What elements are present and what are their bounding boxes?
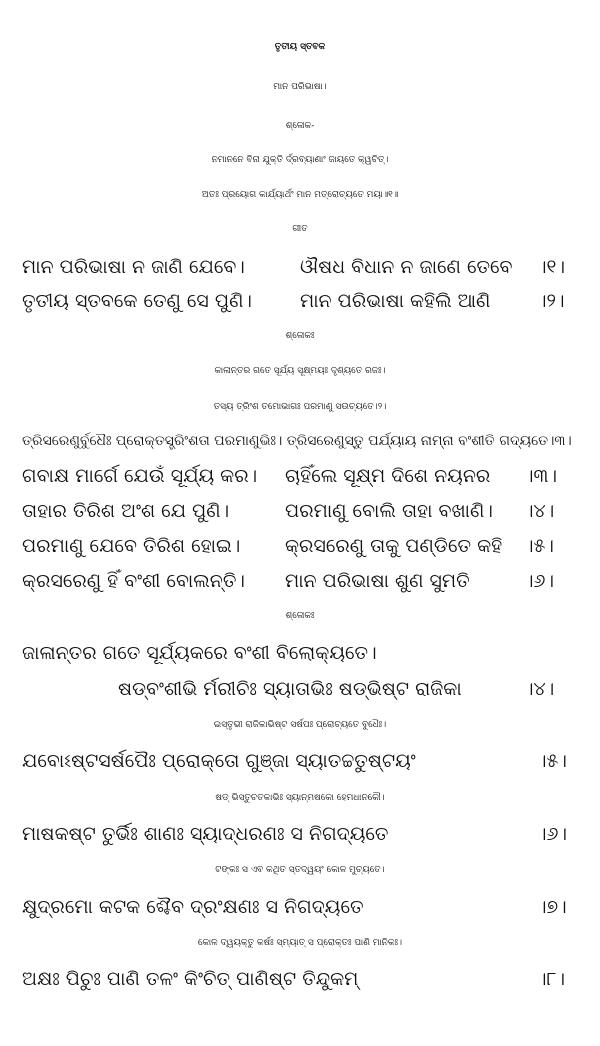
geet-verse-right: ମାନ ପରିଭାଷା ଶୁଣ ସୁମତି [285,570,470,592]
shloka-line: ଇସ୍ତୃଭୀ ରାଜିକାଭିଷ୍ଟ ସର୍ଷପଃ ପ୍ରୋଚ୍ୟତେ ବୁଧୈଃ। [213,720,387,730]
verse-number: ।୫। [538,750,567,772]
shloka-line: ଷଡ୍ ଭିସ୍ତୁଚତକାଭିଃ ସ୍ୟାନ୍ମଷକୋ ହେମଧାନକୌ। [215,793,385,803]
geet-verse-right: କ୍ରସରେଣୁ ତାକୁ ପଣ୍ଡିତେ କହି [285,535,503,557]
geet-verse-right: ଔଷଧ ବିଧାନ ନ ଜାଣେ ତେବେ [300,256,513,278]
shloka-line: ନମାନନେ ବିନା ଯୁକ୍ତି ର୍ଦ୍ରବ୍ୟାଣାଂ ଜାୟତେ କ୍ୱଚିତ୍। [211,155,389,165]
geet-heading: ଗୀତ [292,224,308,234]
shloka-line: ଷଡ୍ବଂଶୀଭି ର୍ମରୀଚିଃ ସ୍ୟାତାଭିଃ ଷଡ୍ଭିଷ୍ଟ ରାଜିକା [118,678,462,700]
geet-verse-left: ତୃତୀୟ ସ୍ତବକେ ତେଣୁ ସେ ପୁଣି। [22,290,252,312]
geet-verse-right: ମାନ ପରିଭାଷା କହିଲି ଆଣି [300,290,491,312]
verse-number: ।୪। [525,500,555,522]
chapter-title: ତୃତୀୟ ସ୍ତବକ [274,42,326,52]
geet-verse-left: କ୍ରସରେଣୁ ହିଁ ବଂଶୀ ବୋଲନ୍ତି। [22,570,245,592]
shloka-heading: ଶ୍ଳୋକଃ [285,331,315,341]
shloka-heading: ଶ୍ଳୋକଃ [285,611,315,621]
verse-number: ।୬। [525,570,555,592]
geet-verse-left: ଗବାକ୍ଷ ମାର୍ଗେ ଯେଉଁ ସୂର୍ଯ୍ୟ କର। [22,465,258,487]
geet-verse-left: ତାହାର ତିରିଶ ଅଂଶ ଯେ ପୁଣି। [22,500,230,522]
verse-number: ।୪। [525,678,555,700]
geet-verse-left: ମାନ ପରିଭାଷା ନ ଜାଣି ଯେବେ। [22,256,245,278]
verse-number: ।୬। [538,823,568,845]
shloka-line: ମାଷକଷ୍ଟ ତୁର୍ଭିଃ ଶାଣଃ ସ୍ୟାଦ୍ଧରଣଃ ସ ନିଗଦ୍ୟତେ [22,823,389,845]
shloka-line: ଯବୋଽଷ୍ଟସର୍ଷପୈଃ ପ୍ରୋକ୍ତୋ ଗୁଞ୍ଜା ସ୍ୟାତଚ୍ଚତୁଷ୍ଟୟଂ [22,750,416,772]
geet-verse-right: ଚାହିଁଲେ ସୂକ୍ଷ୍ମ ଦିଶେ ନୟନର [285,465,491,487]
shloka-line: ଜାଳାନ୍ତର ଗତେ ସୂର୍ଯ୍ୟକରେ ବଂଶୀ ବିଲୋକ୍ୟତେ। [22,642,377,664]
shloka-line: ତ୍ରିସରେଣୁର୍ବୁଧୈଃ ପ୍ରୋକ୍ତସ୍ତ୍ରିଂଶତା ପରମାଣୁଭିଃ। ତ୍ରିସରେଣୁସ୍ତୁ ପର୍ଯ୍ୟାୟ ନାମ୍ନା ବଂଶୀତି ଗଦ୍ୟତେ।୩। [22,433,572,449]
shloka-line: କ୍ଷୁଦ୍ରମୋ କଟକ ଶ୍ଚୈବ ଦ୍ରଂକ୍ଷଣଃ ସ ନିଗଦ୍ୟତେ [22,896,364,918]
verse-number: ।୮। [538,968,566,990]
verse-number: ।୧। [538,256,565,278]
shloka-line: ଟଙ୍କଃ ସ ଏବ କଥିତ ସ୍ତଦ୍ୱୟଂ କୋଳ ମୁଚ୍ୟତେ। [215,865,385,875]
verse-number: ।୭। [538,896,567,918]
shloka-line: ତସ୍ୟ ତ୍ରିଂଶ ତମୋଭାଗଃ ପରମାଣୁ ସଉଚ୍ୟତେ।୨। [213,402,387,412]
verse-number: ।୩। [525,465,558,487]
shloka-line: ଅତଃ ପ୍ରୟୋଗ କାର୍ଯ୍ୟାର୍ଥଂ ମାନ ମତ୍ରୋଚ୍ୟତେ ମୟା॥୧॥ [201,190,399,200]
verse-number: ।୫। [525,535,554,557]
geet-verse-left: ପରମାଣୁ ଯେବେ ତିରିଶ ହୋଇ। [22,535,241,557]
geet-verse-right: ପରମାଣୁ ବୋଲି ତାହା ବଖାଣି। [285,500,493,522]
shloka-line: କାଳାନ୍ତର ଗତେ ସୂର୍ଯ୍ୟ ସୂକ୍ଷ୍ମୟଃ ଦୃଶ୍ୟତେ ରଜଃ। [214,366,386,376]
verse-number: ।୨। [538,290,565,312]
shloka-line: ଅକ୍ଷଃ ପିଚୁଃ ପାଣି ତଳଂ କିଂଚିତ୍ ପାଣିଷ୍ଟ ତିନ୍ଦୁକମ୍ [22,968,359,990]
chapter-subtitle: ମାନ ପରିଭାଷା। [273,82,327,92]
shloka-heading: ଶ୍ଳୋକ- [285,121,315,131]
shloka-line: କୋଳ ଦ୍ୱୟକ୍ତୁ କର୍ଷଃ ସ୍ମ୍ୟାତ୍ ସ ପ୍ରୋକ୍ତଃ ପାଣି ମାନିକଃ। [197,938,403,948]
